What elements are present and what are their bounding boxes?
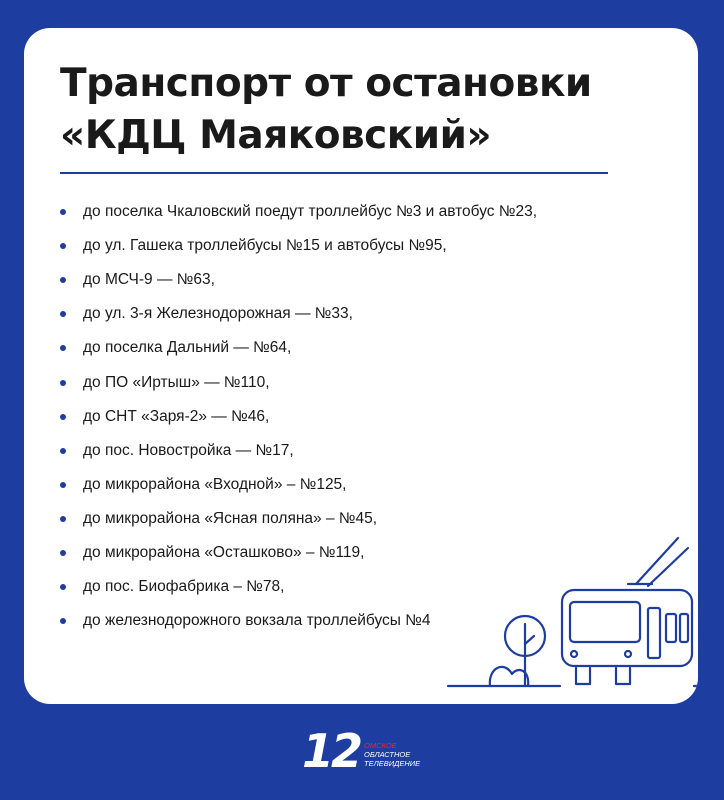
bullet-icon bbox=[60, 482, 66, 488]
bullet-icon bbox=[60, 345, 66, 351]
logo-number: 12 bbox=[302, 724, 361, 778]
bullet-icon bbox=[60, 414, 66, 420]
route-text: до ПО «Иртыш» — №110, bbox=[83, 373, 270, 391]
trolleybus-illustration bbox=[422, 528, 698, 698]
bullet-icon bbox=[60, 618, 66, 624]
list-item bbox=[60, 195, 537, 229]
page-title bbox=[60, 58, 660, 162]
route-text: до микрорайона «Входной» – №125, bbox=[83, 475, 347, 493]
route-text: до поселка Чкаловский поедут троллейбус №3 и автобус №23, bbox=[83, 203, 538, 221]
route-text: до ул. Гашека троллейбусы №15 и автобусы №95, bbox=[83, 237, 447, 255]
bullet-icon bbox=[60, 243, 66, 249]
route-text: до железнодорожного вокзала троллейбусы №4 bbox=[83, 612, 431, 630]
route-text: до пос. Биофабрика – №78, bbox=[83, 578, 285, 596]
bullet-icon bbox=[60, 448, 66, 454]
list-item bbox=[60, 400, 537, 434]
bullet-icon bbox=[60, 380, 66, 386]
list-item bbox=[60, 365, 537, 399]
route-text: до ул. 3-я Железнодорожная — №33, bbox=[83, 305, 353, 323]
bullet-icon bbox=[60, 209, 66, 215]
route-text: до пос. Новостройка — №17, bbox=[83, 441, 294, 459]
route-text: до микрорайона «Осташково» – №119, bbox=[83, 543, 365, 561]
route-text: до СНТ «Заря-2» — №46, bbox=[83, 407, 270, 425]
route-text: до микрорайона «Ясная поляна» – №45, bbox=[83, 509, 378, 527]
route-text: до поселка Дальний — №64, bbox=[83, 339, 292, 357]
bullet-icon bbox=[60, 516, 66, 522]
channel-logo bbox=[302, 724, 432, 782]
list-item bbox=[60, 331, 537, 365]
logo-line-2: ОБЛАСТНОЕ bbox=[364, 750, 411, 759]
bullet-icon bbox=[60, 311, 66, 317]
bullet-icon bbox=[60, 550, 66, 556]
logo-caption bbox=[364, 741, 420, 768]
list-item bbox=[60, 297, 537, 331]
info-card bbox=[24, 28, 698, 704]
logo-line-1: ОМСКОЕ bbox=[364, 741, 397, 750]
bullet-icon bbox=[60, 277, 66, 283]
title-line-2: «КДЦ Маяковский» bbox=[60, 113, 492, 158]
list-item bbox=[60, 263, 537, 297]
list-item bbox=[60, 229, 537, 263]
title-line-1: Транспорт от остановки bbox=[60, 61, 592, 106]
title-divider bbox=[60, 172, 608, 174]
route-text: до МСЧ-9 — №63, bbox=[83, 271, 215, 289]
bullet-icon bbox=[60, 584, 66, 590]
list-item bbox=[60, 434, 537, 468]
logo-line-3: ТЕЛЕВИДЕНИЕ bbox=[364, 759, 421, 768]
list-item bbox=[60, 468, 537, 502]
